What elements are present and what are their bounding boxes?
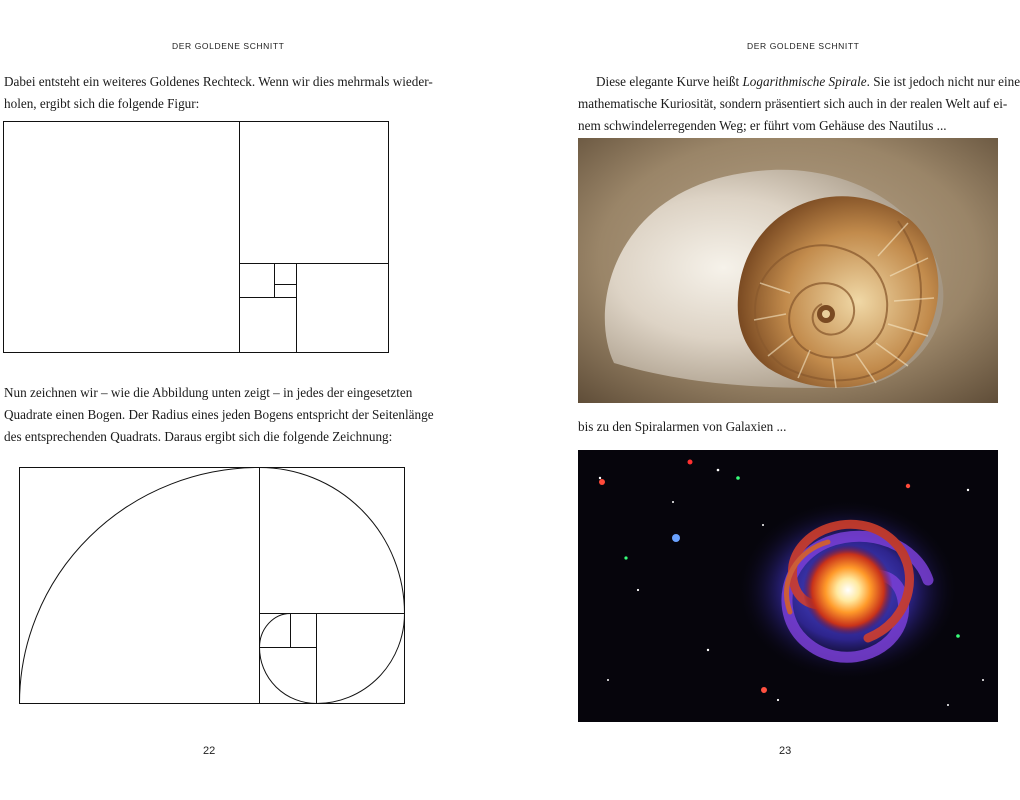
text-line: [578, 71, 1020, 93]
text-line: Dabei entsteht ein weiteres Goldenes Rechteck. Wenn wir dies mehrmals wieder-: [4, 74, 433, 89]
text-line: nem schwindelerregenden Weg; er führt vom Gehäuse des Nautilus ...: [578, 118, 947, 133]
golden-spiral-figure: [0, 460, 500, 720]
spiral-galaxy-photo: [578, 450, 998, 722]
term-italic: Logarithmische Spirale: [742, 74, 867, 89]
spiral-arc: [20, 468, 260, 704]
text-run: Diese elegante Kurve heißt: [596, 74, 743, 89]
text-line: des entsprechenden Quadrats. Daraus ergibt sich die folgende Zeichnung:: [4, 429, 393, 444]
spiral-arc: [260, 648, 317, 704]
nautilus-shell-photo: [578, 138, 998, 403]
text-run: . Sie ist jedoch nicht nur eine: [866, 74, 1020, 89]
spiral-arc: [260, 468, 405, 614]
paragraph-intro: [4, 71, 433, 115]
page-number: 23: [779, 745, 792, 757]
paragraph-galaxies: [578, 416, 998, 438]
spiral-arc: [260, 614, 291, 648]
text-line: Quadrate einen Bogen. Der Radius eines jeden Bogens entspricht der Seitenlänge: [4, 407, 434, 422]
running-head: DER GOLDENE SCHNITT: [172, 41, 285, 51]
left-page: [0, 0, 500, 800]
paragraph-arcs: [4, 382, 434, 448]
text-line: mathematische Kuriosität, sondern präsentiert sich auch in der realen Welt auf ei-: [578, 96, 1008, 111]
spiral-arc: [317, 614, 405, 704]
text-line: holen, ergibt sich die folgende Figur:: [4, 96, 200, 111]
text-line: bis zu den Spiralarmen von Galaxien ...: [578, 419, 787, 434]
golden-rectangle-figure: [0, 110, 500, 360]
outer-rectangle: [20, 468, 405, 704]
running-head: DER GOLDENE SCHNITT: [747, 41, 860, 51]
paragraph-spiral: [578, 71, 1020, 137]
right-page: [500, 0, 1020, 800]
text-line: Nun zeichnen wir – wie die Abbildung unten zeigt – in jedes der eingesetzten: [4, 385, 413, 400]
page-number: 22: [203, 745, 216, 757]
outer-rectangle: [4, 122, 389, 353]
